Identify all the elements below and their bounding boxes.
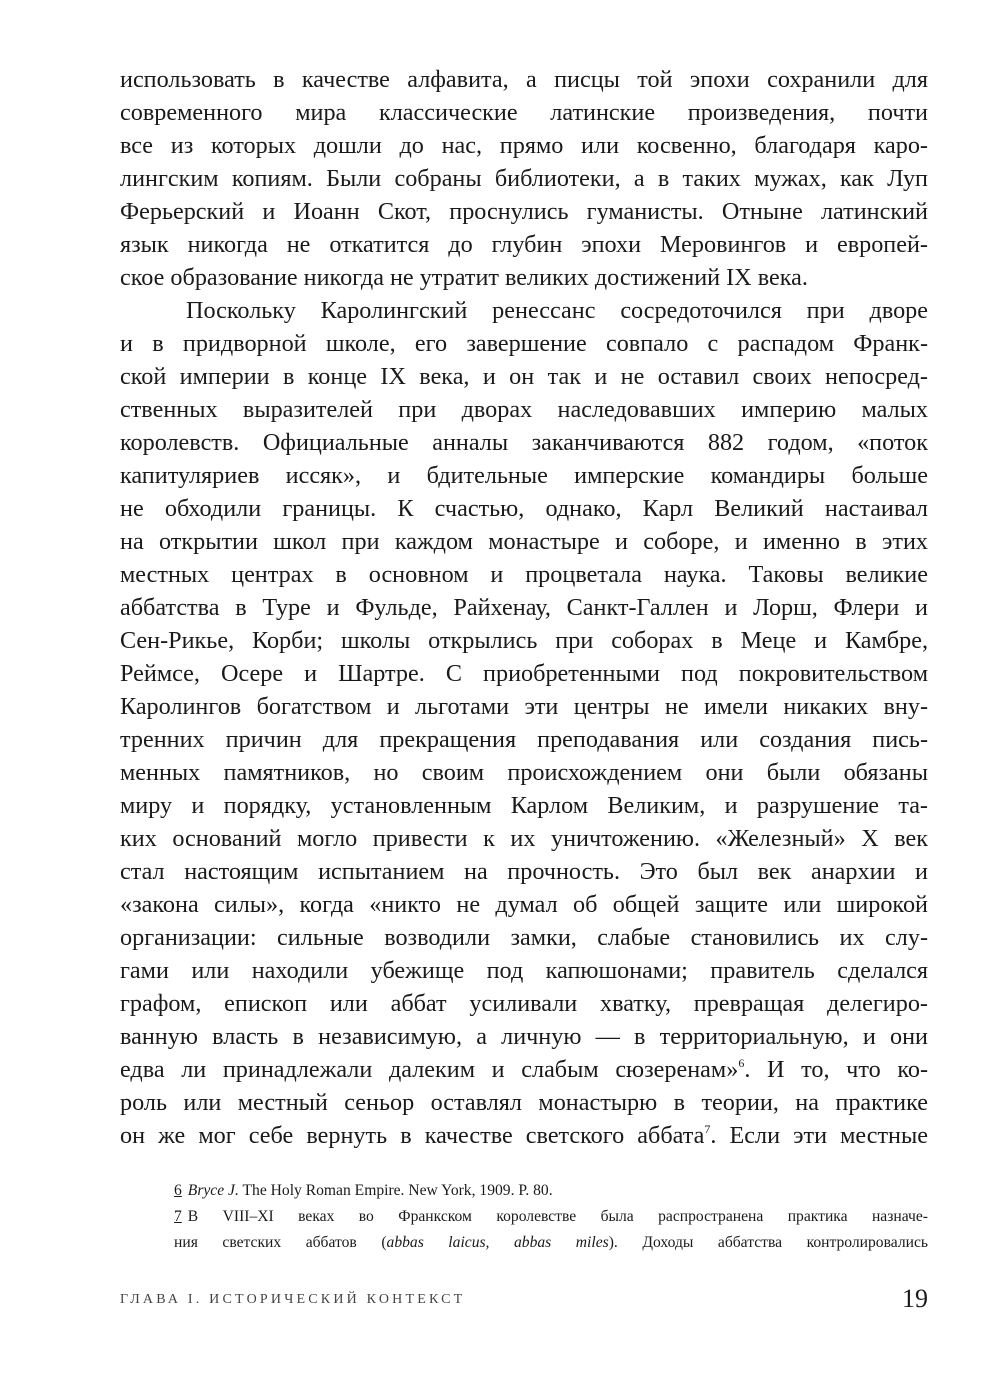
line-text: . И то, что ко- <box>744 1056 929 1083</box>
text-line: современного мира классические латинские произведения, почти <box>120 99 928 126</box>
footnote-italic: abbas laicus, abbas miles <box>386 1234 609 1251</box>
main-text <box>120 63 928 1152</box>
text-line: на открытии школ при каждом монастыре и соборе, и именно в этих <box>120 528 928 555</box>
footnote-author: Bryce J. <box>187 1182 239 1199</box>
text-line: тренних причин для прекращения преподавания или создания пись- <box>120 726 928 753</box>
footnote-text: В VIII–XI веках во Франкском королевстве была распространена практика назначе- <box>187 1208 928 1225</box>
text-line: язык никогда не откатится до глубин эпохи Меровингов и европей- <box>120 231 928 258</box>
text-line <box>120 1119 928 1152</box>
line-text: . Если эти местные <box>710 1122 928 1149</box>
text-line: Каролингов богатством и льготами эти центры не имели никаких вну- <box>120 693 928 720</box>
text-line: Сен-Рикье, Корби; школы открылись при соборах в Меце и Камбре, <box>120 627 928 654</box>
text-line: капитуляриев иссяк», и бдительные имперские командиры больше <box>120 462 928 489</box>
footnote-text: ния светских аббатов ( <box>174 1234 387 1251</box>
text-line: ской империи в конце IX века, и он так и не оставил своих непосред- <box>120 363 928 390</box>
footnotes <box>174 1178 928 1256</box>
text-line: менных памятников, но своим происхождением они были обязаны <box>120 759 928 786</box>
text-line: организации: сильные возводили замки, слабые становились их слу- <box>120 924 928 951</box>
text-line: ское образование никогда не утратит великих достижений IX века. <box>120 264 808 291</box>
text-line: Ферьерский и Иоанн Скот, проснулись гуманисты. Отныне латинский <box>120 198 928 225</box>
footnote-number: 6 <box>174 1182 182 1199</box>
text-line: и в придворной школе, его завершение совпало с распадом Франк- <box>120 330 928 357</box>
text-line: ванную власть в независимую, а личную — в территориальную, и они <box>120 1023 928 1050</box>
footnote-text: ). Доходы аббатства контролировались <box>608 1234 928 1251</box>
text-line: «закона силы», когда «никто не думал об общей защите или широкой <box>120 891 928 918</box>
text-line <box>120 1053 928 1086</box>
text-line: ких оснований могло привести к их уничтожению. «Железный» X век <box>120 825 928 852</box>
footnote-7 <box>174 1204 928 1230</box>
text-line: графом, епископ или аббат усиливали хватку, превращая делегиро- <box>120 990 928 1017</box>
footnote-ref-6[interactable]: 6 <box>738 1056 745 1070</box>
text-line: Поскольку Каролингский ренессанс сосредоточился при дворе <box>186 297 928 324</box>
text-line: ственных выразителей при дворах наследовавших империю малых <box>120 396 928 423</box>
footnote-6 <box>174 1178 928 1204</box>
text-line: местных центрах в основном и процветала наука. Таковы великие <box>120 561 928 588</box>
running-head: ГЛАВА I. ИСТОРИЧЕСКИЙ КОНТЕКСТ <box>120 1292 466 1307</box>
text-line: гами или находили убежище под капюшонами; правитель сделался <box>120 957 928 984</box>
line-text: он же мог себе вернуть в качестве светского аббата <box>120 1122 705 1149</box>
text-line: не обходили границы. К счастью, однако, Карл Великий настаивал <box>120 495 928 522</box>
text-line: Реймсе, Осере и Шартре. С приобретенными под покровительством <box>120 660 928 687</box>
text-line: королевств. Официальные анналы заканчиваются 882 годом, «поток <box>120 429 928 456</box>
footnote-7-continued <box>174 1230 928 1256</box>
footnote-number: 7 <box>174 1208 182 1225</box>
line-text: едва ли принадлежали далеким и слабым сюзеренам» <box>120 1056 739 1083</box>
footnote-ref-7[interactable]: 7 <box>704 1122 711 1136</box>
book-page <box>120 0 928 1379</box>
footnote-text: The Holy Roman Empire. New York, 1909. P. 80. <box>238 1182 553 1199</box>
text-line: использовать в качестве алфавита, а писцы той эпохи сохранили для <box>120 66 928 93</box>
text-line: аббатства в Туре и Фульде, Райхенау, Санкт-Галлен и Лорш, Флери и <box>120 594 928 621</box>
text-line: миру и порядку, установленным Карлом Великим, и разрушение та- <box>120 792 928 819</box>
text-line: лингским копиям. Были собраны библиотеки, а в таких мужах, как Луп <box>120 165 928 192</box>
text-line: все из которых дошли до нас, прямо или косвенно, благодаря каро- <box>120 132 928 159</box>
text-line: роль или местный сеньор оставлял монастырю в теории, на практике <box>120 1089 928 1116</box>
text-line: стал настоящим испытанием на прочность. Это был век анархии и <box>120 858 928 885</box>
page-number: 19 <box>902 1284 928 1313</box>
